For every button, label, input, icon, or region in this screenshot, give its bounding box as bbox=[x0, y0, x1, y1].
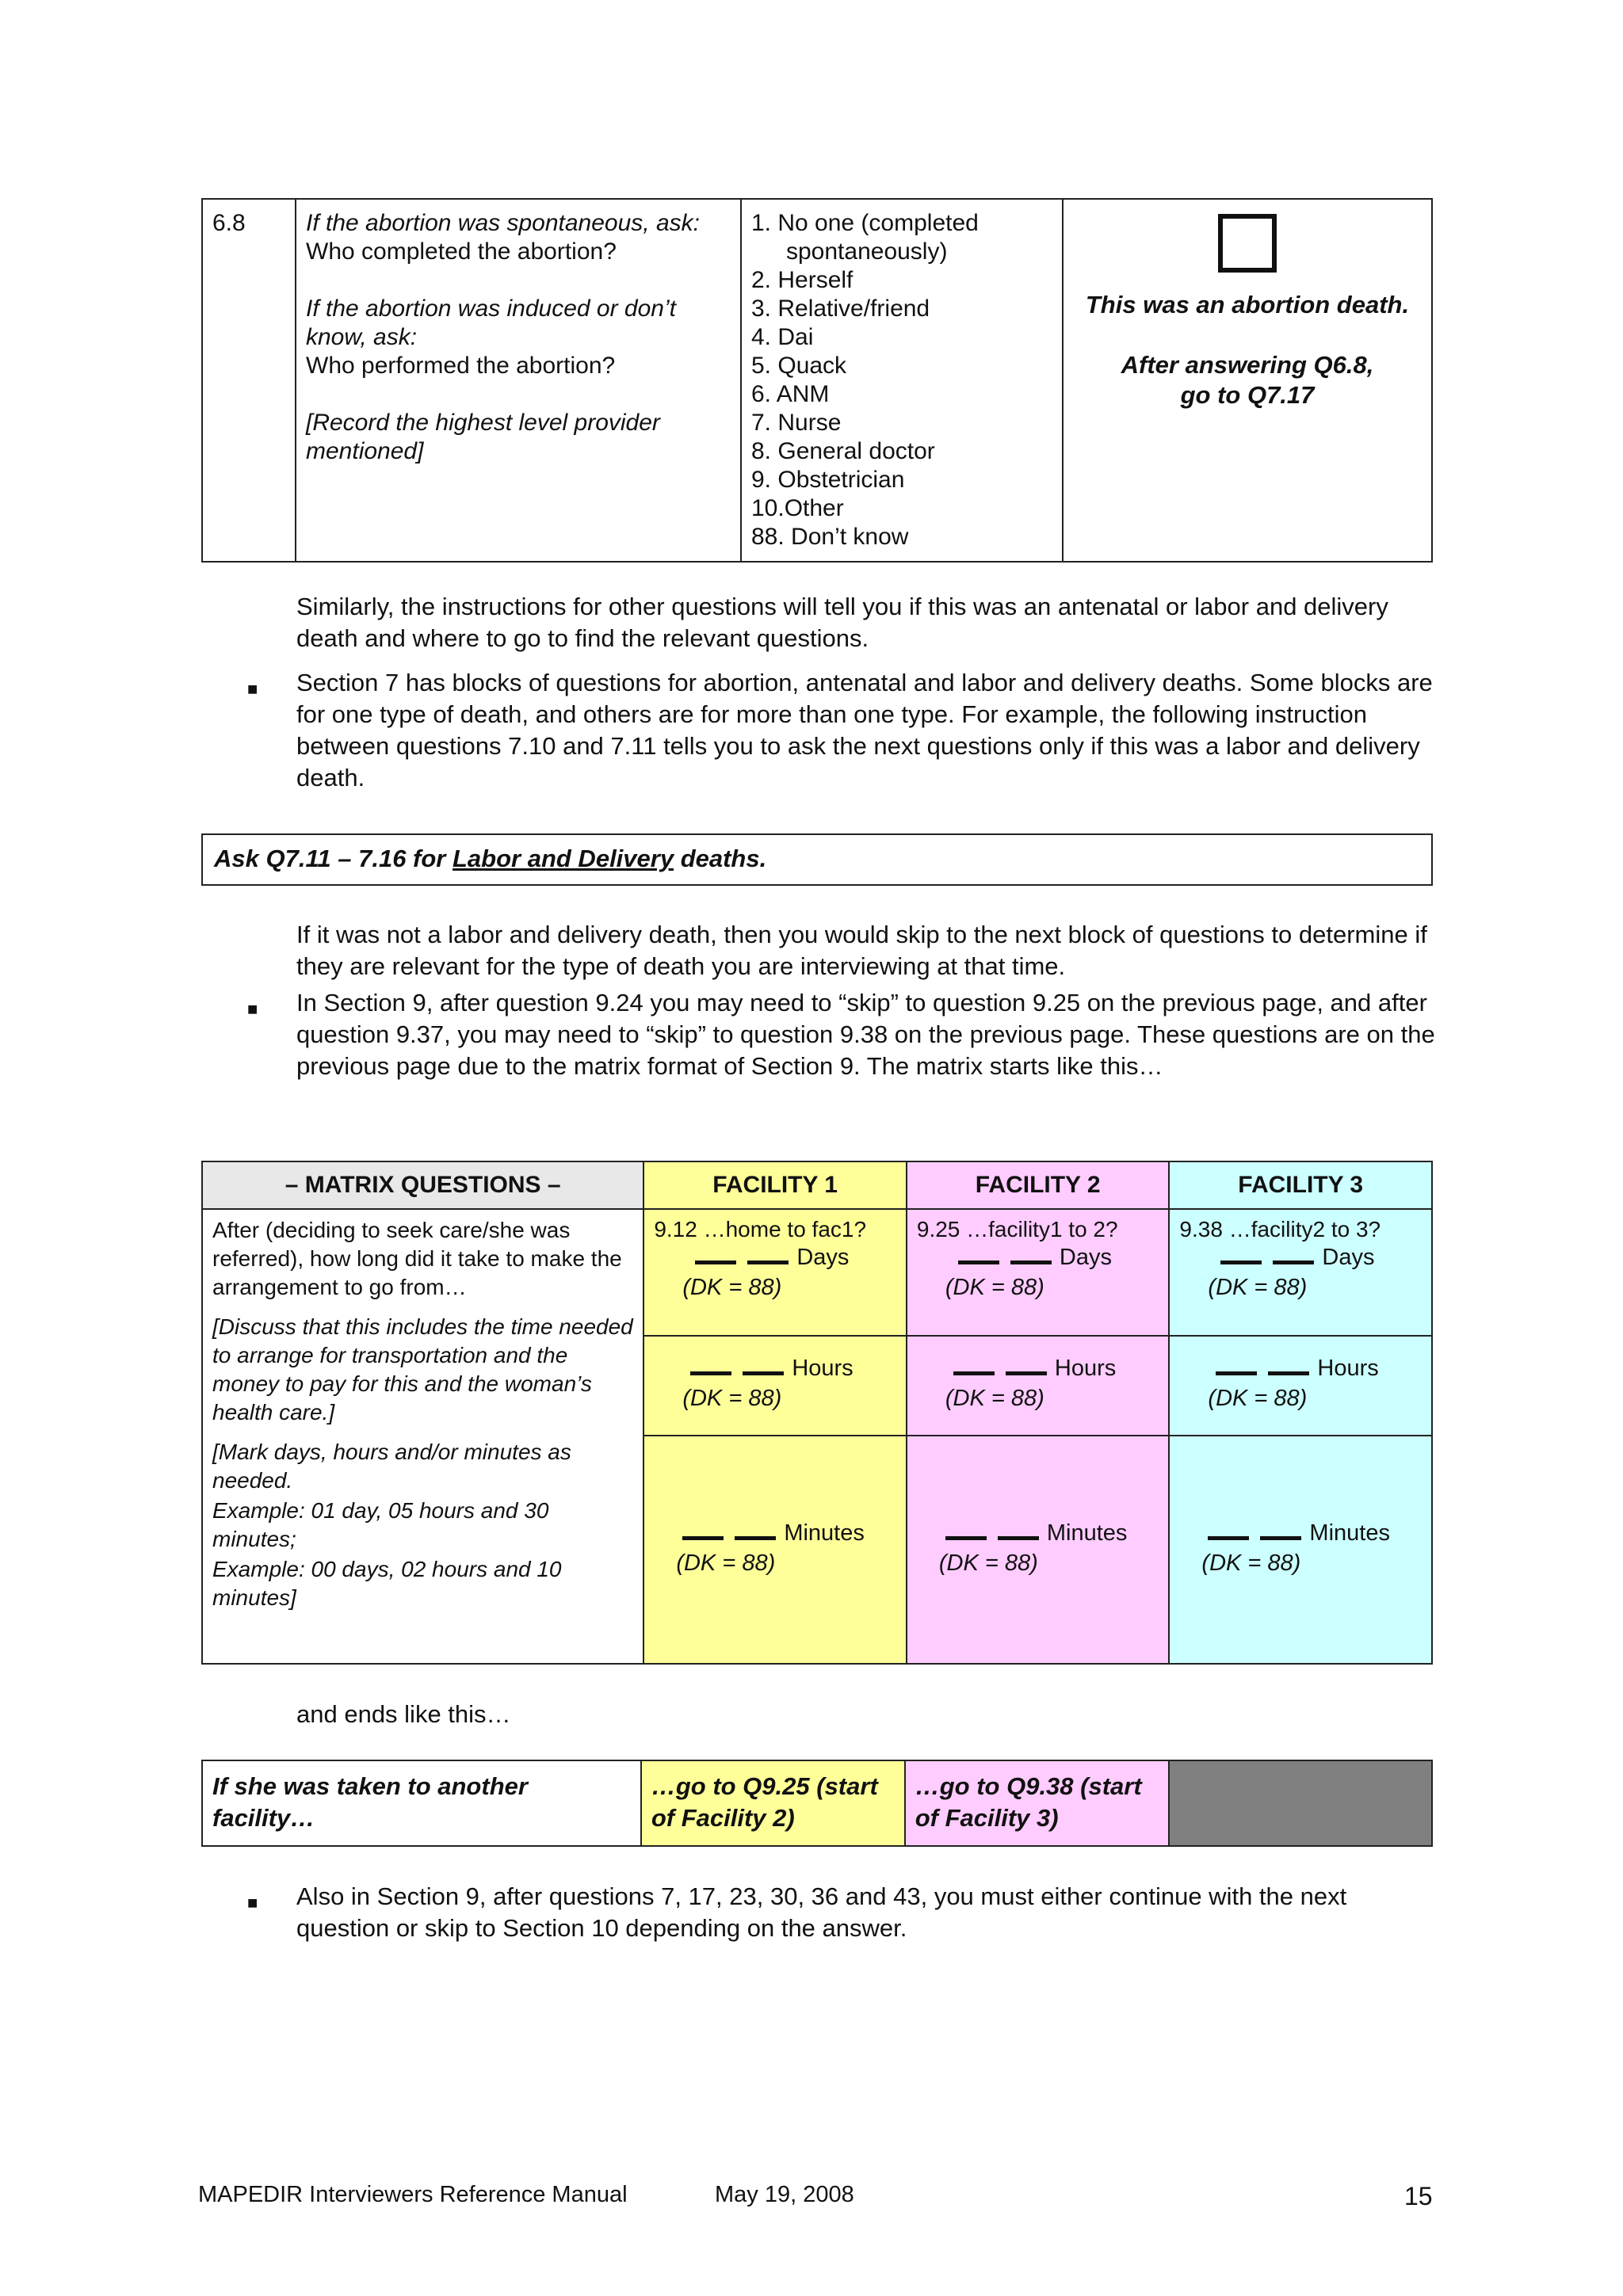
footer-manual-title: MAPEDIR Interviewers Reference Manual bbox=[198, 2182, 628, 2207]
dk-note: (DK = 88) bbox=[676, 1550, 776, 1576]
answer-option: 88. Don’t know bbox=[751, 524, 909, 550]
days-blank-2[interactable] bbox=[1010, 1261, 1052, 1264]
instruction-suffix: deaths. bbox=[674, 845, 767, 872]
question-6-8-table bbox=[201, 198, 1433, 563]
desc-discuss: [Discuss that this includes the time needed to arrange for transportation and the money to pay for this and the woman’s health care.] bbox=[212, 1314, 633, 1425]
facility-1-hours-cell bbox=[643, 1336, 907, 1436]
result-cell bbox=[1063, 199, 1432, 562]
minutes-blank-1[interactable] bbox=[682, 1536, 724, 1540]
question-label: 9.25 …facility1 to 2? bbox=[916, 1217, 1118, 1241]
answer-option: 5. Quack bbox=[751, 353, 847, 379]
bullet-square-icon: ■ bbox=[247, 679, 258, 699]
desc-example-2: Example: 00 days, 02 hours and 10 minutes] bbox=[212, 1557, 562, 1610]
question-text-completed: Who completed the abortion? bbox=[306, 238, 617, 265]
goto-facility-2-cell: …go to Q9.25 (start of Facility 2) bbox=[641, 1760, 905, 1846]
end-condition-cell: If she was taken to another facility… bbox=[202, 1760, 641, 1846]
days-blank-1[interactable] bbox=[695, 1261, 736, 1264]
days-unit: Days bbox=[796, 1245, 850, 1270]
paragraph-section-9: In Section 9, after question 9.24 you may need to “skip” to question 9.25 on the previous page, and after question 9.37, you may need to “skip” to question 9.38 on the previous page. These questions are on the previous page due to the matrix format of Section 9. The matrix starts like this… bbox=[296, 989, 1435, 1080]
answer-options-cell bbox=[741, 199, 1063, 562]
desc-example-1: Example: 01 day, 05 hours and 30 minutes; bbox=[212, 1498, 549, 1551]
facility-3-header: FACILITY 3 bbox=[1169, 1161, 1432, 1209]
hours-unit: Hours bbox=[792, 1356, 854, 1381]
question-label: 9.38 …facility2 to 3? bbox=[1179, 1217, 1381, 1241]
facility-1-days-cell bbox=[643, 1209, 907, 1336]
checkbox-square[interactable] bbox=[1218, 214, 1277, 273]
paragraph-section-9-continue: Also in Section 9, after questions 7, 17, 23, 30, 36 and 43, you must either continue with the next question or skip to Section 10 depending on the answer. bbox=[296, 1882, 1347, 1942]
instruction-box bbox=[201, 833, 1433, 886]
minutes-blank-1[interactable] bbox=[1208, 1536, 1249, 1540]
dk-note: (DK = 88) bbox=[945, 1386, 1044, 1411]
days-blank-1[interactable] bbox=[1220, 1261, 1262, 1264]
answer-option: 9. Obstetrician bbox=[751, 467, 905, 493]
dk-note: (DK = 88) bbox=[1208, 1275, 1308, 1300]
days-unit: Days bbox=[1059, 1245, 1112, 1270]
facility-2-minutes-cell bbox=[907, 1436, 1170, 1664]
matrix-question-description bbox=[202, 1209, 643, 1664]
instruction-underlined: Labor and Delivery bbox=[452, 845, 674, 872]
desc-mark: [Mark days, hours and/or minutes as needed. bbox=[212, 1440, 571, 1493]
answer-option: 10.Other bbox=[751, 495, 844, 521]
skip-instruction: After answering Q6.8, go to Q7.17 bbox=[1121, 351, 1374, 409]
facility-1-header: FACILITY 1 bbox=[643, 1161, 907, 1209]
minutes-blank-2[interactable] bbox=[735, 1536, 776, 1540]
minutes-blank-1[interactable] bbox=[945, 1536, 987, 1540]
abortion-death-note: This was an abortion death. bbox=[1085, 291, 1410, 318]
hours-blank-1[interactable] bbox=[953, 1371, 995, 1375]
matrix-header: – MATRIX QUESTIONS – bbox=[202, 1161, 643, 1209]
instruction-prefix: Ask Q7.11 – 7.16 for bbox=[214, 845, 453, 872]
facility-3-days-cell bbox=[1169, 1209, 1432, 1336]
hours-blank-2[interactable] bbox=[1268, 1371, 1309, 1375]
dk-note: (DK = 88) bbox=[1208, 1386, 1308, 1411]
hours-blank-1[interactable] bbox=[690, 1371, 731, 1375]
matrix-end-table bbox=[201, 1760, 1433, 1847]
hours-unit: Hours bbox=[1317, 1356, 1379, 1381]
days-unit: Days bbox=[1322, 1245, 1375, 1270]
minutes-unit: Minutes bbox=[784, 1520, 865, 1546]
matrix-questions-table bbox=[201, 1161, 1433, 1665]
answer-option: 3. Relative/friend bbox=[751, 296, 930, 322]
dk-note: (DK = 88) bbox=[682, 1275, 782, 1300]
days-blank-2[interactable] bbox=[1273, 1261, 1314, 1264]
bullet-square-icon: ■ bbox=[247, 999, 258, 1019]
dk-note: (DK = 88) bbox=[938, 1550, 1038, 1576]
question-text-cell bbox=[296, 199, 741, 562]
facility-2-header: FACILITY 2 bbox=[907, 1161, 1170, 1209]
hours-blank-2[interactable] bbox=[743, 1371, 784, 1375]
answer-option: 2. Herself bbox=[751, 267, 854, 293]
facility-3-minutes-cell bbox=[1169, 1436, 1432, 1664]
answer-option: 1. No one (completed spontaneously) bbox=[751, 210, 979, 265]
paragraph-ends-like-this: and ends like this… bbox=[296, 1700, 511, 1728]
paragraph-section-7: Section 7 has blocks of questions for abortion, antenatal and labor and delivery deaths. Some blocks are for one type of death, and others are for more than one type. For example, the following instruction between questions 7.10 and 7.11 tells you to ask the next questions only if this was a labor and delivery death. bbox=[296, 669, 1433, 791]
dk-note: (DK = 88) bbox=[1201, 1550, 1301, 1576]
dk-note: (DK = 88) bbox=[682, 1386, 782, 1411]
days-blank-1[interactable] bbox=[958, 1261, 999, 1264]
paragraph-similarly: Similarly, the instructions for other questions will tell you if this was an antenatal or labor and delivery death and where to go to find the relevant questions. bbox=[296, 593, 1388, 652]
shaded-empty-cell bbox=[1169, 1760, 1432, 1846]
answer-option: 4. Dai bbox=[751, 324, 814, 350]
answer-options-list bbox=[751, 209, 1052, 551]
question-intro-spontaneous: If the abortion was spontaneous, ask: bbox=[306, 210, 700, 236]
answer-option: 8. General doctor bbox=[751, 438, 935, 464]
minutes-unit: Minutes bbox=[1046, 1520, 1128, 1546]
minutes-blank-2[interactable] bbox=[998, 1536, 1039, 1540]
question-label: 9.12 …home to fac1? bbox=[654, 1217, 867, 1241]
minutes-unit: Minutes bbox=[1309, 1520, 1390, 1546]
footer-date: May 19, 2008 bbox=[715, 2182, 854, 2207]
facility-2-days-cell bbox=[907, 1209, 1170, 1336]
minutes-blank-2[interactable] bbox=[1260, 1536, 1301, 1540]
question-instruction-note: [Record the highest level provider mentioned] bbox=[306, 410, 660, 464]
facility-1-minutes-cell bbox=[643, 1436, 907, 1664]
hours-unit: Hours bbox=[1054, 1356, 1117, 1381]
facility-3-hours-cell bbox=[1169, 1336, 1432, 1436]
days-blank-2[interactable] bbox=[747, 1261, 789, 1264]
facility-2-hours-cell bbox=[907, 1336, 1170, 1436]
question-intro-induced: If the abortion was induced or don’t know, ask: bbox=[306, 296, 676, 350]
question-number: 6.8 bbox=[202, 199, 296, 562]
hours-blank-2[interactable] bbox=[1006, 1371, 1047, 1375]
bullet-square-icon: ■ bbox=[247, 1893, 258, 1913]
goto-facility-3-cell: …go to Q9.38 (start of Facility 3) bbox=[905, 1760, 1169, 1846]
hours-blank-1[interactable] bbox=[1216, 1371, 1257, 1375]
page-number: 15 bbox=[1404, 2182, 1433, 2210]
dk-note: (DK = 88) bbox=[945, 1275, 1044, 1300]
answer-option: 7. Nurse bbox=[751, 410, 842, 436]
paragraph-not-labor: If it was not a labor and delivery death, then you would skip to the next block of questions to determine if they are relevant for the type of death you are interviewing at that time. bbox=[296, 921, 1427, 980]
desc-how-long: After (deciding to seek care/she was referred), how long did it take to make the arrangement to go from… bbox=[212, 1218, 622, 1299]
question-text-performed: Who performed the abortion? bbox=[306, 353, 616, 379]
answer-option: 6. ANM bbox=[751, 381, 830, 407]
